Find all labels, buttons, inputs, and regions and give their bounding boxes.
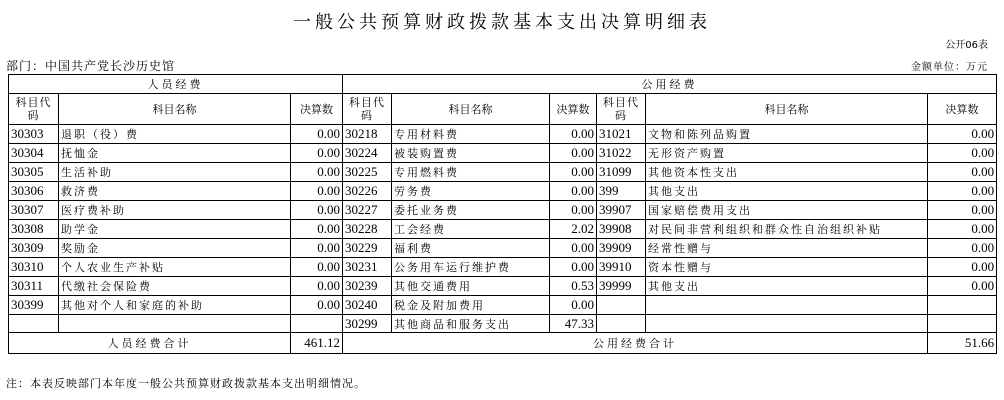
personnel-total-amount: 461.12 <box>291 333 343 354</box>
personnel-code-cell: 30306 <box>9 182 59 201</box>
public-mid-amount-cell: 0.00 <box>550 258 597 277</box>
public-right-amount-cell: 0.00 <box>928 258 997 277</box>
public-right-code-cell: 31022 <box>597 144 646 163</box>
personnel-code-cell: 30303 <box>9 125 59 144</box>
expenditure-detail-table <box>8 74 997 354</box>
amount-column-header: 决算数 <box>928 94 997 125</box>
personnel-amount-cell: 0.00 <box>291 277 343 296</box>
public-right-code-cell: 39909 <box>597 239 646 258</box>
public-mid-code-cell: 30228 <box>343 220 392 239</box>
table-row <box>9 315 997 333</box>
public-right-amount-cell: 0.00 <box>928 220 997 239</box>
footnote: 注：本表反映部门本年度一般公共预算财政拨款基本支出明细情况。 <box>6 377 366 390</box>
public-mid-name-cell: 其他商品和服务支出 <box>392 315 550 333</box>
amount-unit-label: 金额单位：万元 <box>911 62 988 73</box>
column-header-row <box>9 94 997 125</box>
table-row <box>9 201 997 220</box>
public-mid-name-cell: 劳务费 <box>392 182 550 201</box>
public-right-name-cell: 文物和陈列品购置 <box>646 125 928 144</box>
public-right-amount-cell: 0.00 <box>928 182 997 201</box>
public-right-code-cell: 399 <box>597 182 646 201</box>
public-right-code-cell: 31099 <box>597 163 646 182</box>
personnel-code-cell: 30308 <box>9 220 59 239</box>
public-right-code-cell: 39907 <box>597 201 646 220</box>
table-row <box>9 182 997 201</box>
public-mid-name-cell: 工会经费 <box>392 220 550 239</box>
table-row <box>9 144 997 163</box>
public-mid-code-cell: 30231 <box>343 258 392 277</box>
personnel-amount-cell: 0.00 <box>291 201 343 220</box>
personnel-name-cell: 抚恤金 <box>59 144 291 163</box>
public-group-header: 公用经费 <box>343 75 997 94</box>
public-right-amount-cell: 0.00 <box>928 201 997 220</box>
personnel-code-cell <box>9 315 59 333</box>
amount-column-header: 决算数 <box>291 94 343 125</box>
public-mid-name-cell: 公务用车运行维护费 <box>392 258 550 277</box>
public-mid-amount-cell: 0.00 <box>550 144 597 163</box>
public-mid-code-cell: 30240 <box>343 296 392 315</box>
personnel-amount-cell: 0.00 <box>291 125 343 144</box>
public-right-name-cell: 经常性赠与 <box>646 239 928 258</box>
public-mid-code-cell: 30224 <box>343 144 392 163</box>
public-right-amount-cell: 0.00 <box>928 239 997 258</box>
personnel-code-cell: 30305 <box>9 163 59 182</box>
personnel-amount-cell: 0.00 <box>291 163 343 182</box>
table-row <box>9 258 997 277</box>
personnel-name-cell: 医疗费补助 <box>59 201 291 220</box>
table-row <box>9 277 997 296</box>
public-right-name-cell: 无形资产购置 <box>646 144 928 163</box>
code-column-header: 科目代码 <box>9 94 59 125</box>
form-number: 公开06表 <box>945 40 988 51</box>
personnel-group-header: 人员经费 <box>9 75 343 94</box>
personnel-code-cell: 30399 <box>9 296 59 315</box>
public-mid-amount-cell: 0.00 <box>550 296 597 315</box>
public-mid-code-cell: 30239 <box>343 277 392 296</box>
table-row <box>9 239 997 258</box>
personnel-amount-cell: 0.00 <box>291 220 343 239</box>
personnel-code-cell: 30309 <box>9 239 59 258</box>
personnel-amount-cell: 0.00 <box>291 239 343 258</box>
public-mid-code-cell: 30225 <box>343 163 392 182</box>
public-right-amount-cell: 0.00 <box>928 144 997 163</box>
public-mid-amount-cell: 0.53 <box>550 277 597 296</box>
personnel-name-cell: 其他对个人和家庭的补助 <box>59 296 291 315</box>
public-right-amount-cell: 0.00 <box>928 277 997 296</box>
table-row <box>9 296 997 315</box>
public-mid-code-cell: 30229 <box>343 239 392 258</box>
personnel-code-cell: 30310 <box>9 258 59 277</box>
public-mid-amount-cell: 2.02 <box>550 220 597 239</box>
personnel-amount-cell: 0.00 <box>291 144 343 163</box>
public-mid-amount-cell: 0.00 <box>550 201 597 220</box>
public-right-amount-cell: 0.00 <box>928 163 997 182</box>
public-right-name-cell: 对民间非营利组织和群众性自治组织补贴 <box>646 220 928 239</box>
public-total-amount: 51.66 <box>928 333 997 354</box>
personnel-amount-cell <box>291 315 343 333</box>
public-right-amount-cell <box>928 315 997 333</box>
public-right-name-cell <box>646 315 928 333</box>
public-mid-amount-cell: 0.00 <box>550 125 597 144</box>
public-mid-name-cell: 其他交通费用 <box>392 277 550 296</box>
personnel-name-cell: 个人农业生产补贴 <box>59 258 291 277</box>
personnel-amount-cell: 0.00 <box>291 182 343 201</box>
public-right-code-cell: 39908 <box>597 220 646 239</box>
public-right-name-cell: 其他支出 <box>646 182 928 201</box>
public-mid-code-cell: 30218 <box>343 125 392 144</box>
personnel-amount-cell: 0.00 <box>291 258 343 277</box>
public-mid-amount-cell: 47.33 <box>550 315 597 333</box>
code-column-header: 科目代码 <box>597 94 646 125</box>
personnel-code-cell: 30307 <box>9 201 59 220</box>
public-right-name-cell: 其他支出 <box>646 277 928 296</box>
public-right-name-cell <box>646 296 928 315</box>
table-row <box>9 220 997 239</box>
public-right-code-cell <box>597 315 646 333</box>
public-right-name-cell: 其他资本性支出 <box>646 163 928 182</box>
department-label: 部门：中国共产党长沙历史馆 <box>6 59 176 73</box>
personnel-code-cell: 30311 <box>9 277 59 296</box>
public-right-code-cell: 39910 <box>597 258 646 277</box>
code-column-header: 科目代码 <box>343 94 392 125</box>
public-mid-amount-cell: 0.00 <box>550 239 597 258</box>
public-mid-amount-cell: 0.00 <box>550 182 597 201</box>
personnel-name-cell: 救济费 <box>59 182 291 201</box>
personnel-amount-cell: 0.00 <box>291 296 343 315</box>
name-column-header: 科目名称 <box>646 94 928 125</box>
public-mid-name-cell: 专用材料费 <box>392 125 550 144</box>
amount-column-header: 决算数 <box>550 94 597 125</box>
table-row <box>9 163 997 182</box>
public-right-amount-cell: 0.00 <box>928 125 997 144</box>
public-right-code-cell: 31021 <box>597 125 646 144</box>
name-column-header: 科目名称 <box>392 94 550 125</box>
personnel-name-cell: 代缴社会保险费 <box>59 277 291 296</box>
personnel-name-cell: 生活补助 <box>59 163 291 182</box>
public-mid-name-cell: 专用燃料费 <box>392 163 550 182</box>
public-mid-name-cell: 福利费 <box>392 239 550 258</box>
personnel-code-cell: 30304 <box>9 144 59 163</box>
personnel-name-cell: 奖励金 <box>59 239 291 258</box>
name-column-header: 科目名称 <box>59 94 291 125</box>
public-mid-code-cell: 30227 <box>343 201 392 220</box>
personnel-name-cell: 退职（役）费 <box>59 125 291 144</box>
totals-row <box>9 333 997 354</box>
public-right-code-cell <box>597 296 646 315</box>
group-header-row <box>9 75 997 94</box>
personnel-name-cell <box>59 315 291 333</box>
public-right-name-cell: 资本性赠与 <box>646 258 928 277</box>
table-row <box>9 125 997 144</box>
public-mid-amount-cell: 0.00 <box>550 163 597 182</box>
public-right-code-cell: 39999 <box>597 277 646 296</box>
personnel-name-cell: 助学金 <box>59 220 291 239</box>
public-total-label: 公用经费合计 <box>343 333 928 354</box>
public-mid-name-cell: 税金及附加费用 <box>392 296 550 315</box>
report-title: 一般公共预算财政拨款基本支出决算明细表 <box>293 12 711 33</box>
personnel-total-label: 人员经费合计 <box>9 333 291 354</box>
public-mid-name-cell: 委托业务费 <box>392 201 550 220</box>
public-right-name-cell: 国家赔偿费用支出 <box>646 201 928 220</box>
public-mid-code-cell: 30299 <box>343 315 392 333</box>
public-right-amount-cell <box>928 296 997 315</box>
public-mid-name-cell: 被装购置费 <box>392 144 550 163</box>
public-mid-code-cell: 30226 <box>343 182 392 201</box>
